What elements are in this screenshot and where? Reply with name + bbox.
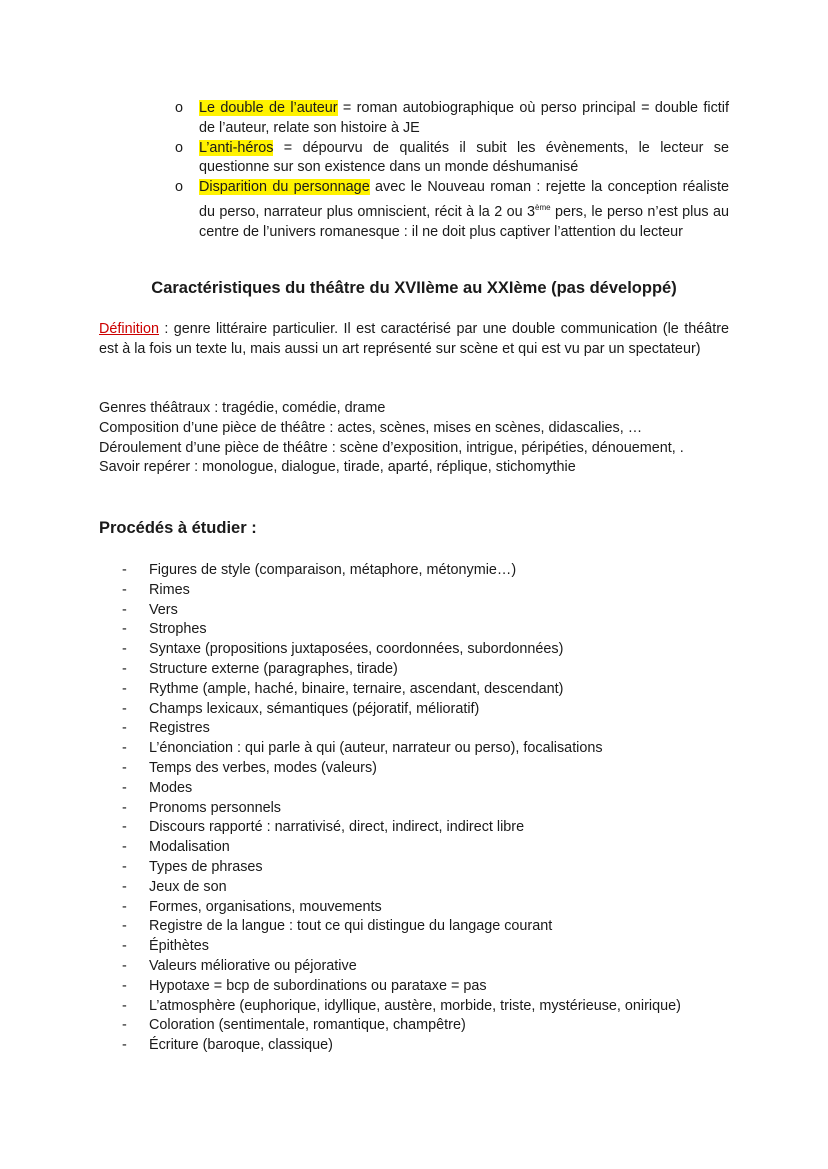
list-item <box>99 660 739 680</box>
dash-bullet-icon: - <box>122 898 127 915</box>
section-title: Caractéristiques du théâtre du XVIIème au XXIème (pas développé) <box>151 279 677 297</box>
highlighted-term: Le double de l’auteur <box>199 100 338 116</box>
item-text: Formes, organisations, mouvements <box>149 898 382 915</box>
item-text: Structure externe (paragraphes, tirade) <box>149 660 398 677</box>
item-text: Temps des verbes, modes (valeurs) <box>149 759 377 776</box>
list-item <box>99 779 739 799</box>
circle-bullet-icon: o <box>174 139 183 156</box>
dash-bullet-icon: - <box>122 562 127 578</box>
list-item <box>99 700 739 720</box>
list-item <box>173 99 729 139</box>
definition-label: Définition <box>99 321 159 337</box>
item-text: Modes <box>149 779 193 796</box>
dash-bullet-icon: - <box>122 839 127 856</box>
roman-character-list <box>173 99 729 242</box>
list-item <box>99 581 739 601</box>
text-line: Composition d’une pièce de théâtre : actes, scènes, mises en scènes, didascalies, … <box>99 419 643 436</box>
item-text: Écriture (baroque, classique) <box>149 1037 333 1054</box>
dash-bullet-icon: - <box>122 759 127 776</box>
list-item <box>99 1016 739 1036</box>
theatre-lines <box>99 399 739 478</box>
dash-bullet-icon: - <box>122 1017 127 1034</box>
item-text: Épithètes <box>149 938 210 955</box>
list-item <box>99 561 739 581</box>
item-text: L’atmosphère (euphorique, idyllique, austère, morbide, triste, mystérieuse, onirique) <box>149 997 681 1014</box>
item-text: Valeurs méliorative ou péjorative <box>149 957 357 974</box>
list-item <box>99 680 739 700</box>
item-text: Strophes <box>149 621 207 638</box>
dash-bullet-icon: - <box>122 680 127 697</box>
item-text: pers, le perso n’est plus au centre de l’univers romanesque : il ne doit plus captiver l’attention du lecteur <box>199 203 729 240</box>
list-item <box>99 1036 739 1056</box>
list-item <box>99 759 739 779</box>
list-item <box>173 178 729 242</box>
item-text: Syntaxe (propositions juxtaposées, coordonnées, subordonnées) <box>149 641 564 658</box>
highlighted-term: Disparition du personnage <box>199 179 370 196</box>
dash-bullet-icon: - <box>122 918 127 935</box>
dash-bullet-icon: - <box>122 819 127 836</box>
item-text: Rimes <box>149 581 190 598</box>
item-text: Rythme (ample, haché, binaire, ternaire, ascendant, descendant) <box>149 680 564 697</box>
item-text: Discours rapporté : narrativisé, direct, indirect, indirect libre <box>149 819 525 836</box>
item-text: Coloration (sentimentale, romantique, champêtre) <box>149 1017 466 1034</box>
circle-bullet-icon: o <box>174 179 183 196</box>
dash-bullet-icon: - <box>122 660 127 677</box>
list-item <box>99 620 739 640</box>
dash-bullet-icon: - <box>122 799 127 816</box>
dash-bullet-icon: - <box>122 621 127 638</box>
item-text: Vers <box>149 601 178 618</box>
list-item <box>99 917 739 937</box>
dash-bullet-icon: - <box>122 581 127 598</box>
list-item <box>173 139 729 179</box>
dash-bullet-icon: - <box>122 997 127 1014</box>
item-text: Pronoms personnels <box>149 799 281 816</box>
list-item <box>99 838 739 858</box>
list-item <box>99 898 739 918</box>
text-line: Savoir repérer : monologue, dialogue, tirade, aparté, réplique, stichomythie <box>99 459 576 476</box>
list-item <box>99 957 739 977</box>
item-text: Champs lexicaux, sémantiques (péjoratif, mélioratif) <box>149 700 480 717</box>
dash-bullet-icon: - <box>122 601 127 618</box>
dash-bullet-icon: - <box>122 779 127 796</box>
item-text: Jeux de son <box>149 878 227 895</box>
item-text: Hypotaxe = bcp de subordinations ou parataxe = pas <box>149 977 487 994</box>
dash-bullet-icon: - <box>122 938 127 955</box>
dash-bullet-icon: - <box>122 740 127 757</box>
dash-bullet-icon: - <box>122 878 127 895</box>
list-item <box>99 937 739 957</box>
list-item <box>99 818 739 838</box>
item-text: = roman autobiographique où perso principal = double fictif de l’auteur, relate son histoire à JE <box>199 100 729 136</box>
dash-bullet-icon: - <box>122 1037 127 1054</box>
list-item <box>99 719 739 739</box>
list-item <box>99 977 739 997</box>
item-text: = dépourvu de qualités il subit les évènements, le lecteur se questionne sur son existence dans un monde déshumanisé <box>199 139 729 176</box>
text-line: Déroulement d’une pièce de théâtre : scène d’exposition, intrigue, péripéties, dénouement, . <box>99 439 684 456</box>
procedes-list <box>99 561 739 1056</box>
item-text: avec le Nouveau roman : rejette la conception réaliste du perso, narrateur plus omniscient, récit à la 2 ou 3 <box>199 179 729 220</box>
item-text: Figures de style (comparaison, métaphore, métonymie…) <box>149 562 517 578</box>
item-text: Registre de la langue : tout ce qui distingue du langage courant <box>149 918 553 935</box>
dash-bullet-icon: - <box>122 700 127 717</box>
item-text: L’énonciation : qui parle à qui (auteur, narrateur ou perso), focalisations <box>149 740 603 757</box>
dash-bullet-icon: - <box>122 977 127 994</box>
list-item <box>99 601 739 621</box>
list-item <box>99 997 739 1017</box>
dash-bullet-icon: - <box>122 720 127 737</box>
definition-paragraph <box>99 320 729 360</box>
highlighted-term: L’anti-héros <box>199 139 274 156</box>
dash-bullet-icon: - <box>122 957 127 974</box>
dash-bullet-icon: - <box>122 858 127 875</box>
item-text: Types de phrases <box>149 858 263 875</box>
circle-bullet-icon: o <box>174 100 183 116</box>
dash-bullet-icon: - <box>122 641 127 658</box>
list-item <box>99 640 739 660</box>
list-item <box>99 878 739 898</box>
list-item <box>99 739 739 759</box>
item-text: Modalisation <box>149 839 230 856</box>
item-text: Registres <box>149 720 210 737</box>
text-line: Genres théâtraux : tragédie, comédie, drame <box>99 400 386 416</box>
list-item <box>99 799 739 819</box>
definition-text: : genre littéraire particulier. Il est caractérisé par une double communication (le théâtre est à la fois un texte lu, mais aussi un art représenté sur scène et qui est vu par un spectateur) <box>99 321 729 357</box>
list-item <box>99 858 739 878</box>
procedes-title: Procédés à étudier : <box>99 519 257 537</box>
superscript: ème <box>535 202 551 212</box>
